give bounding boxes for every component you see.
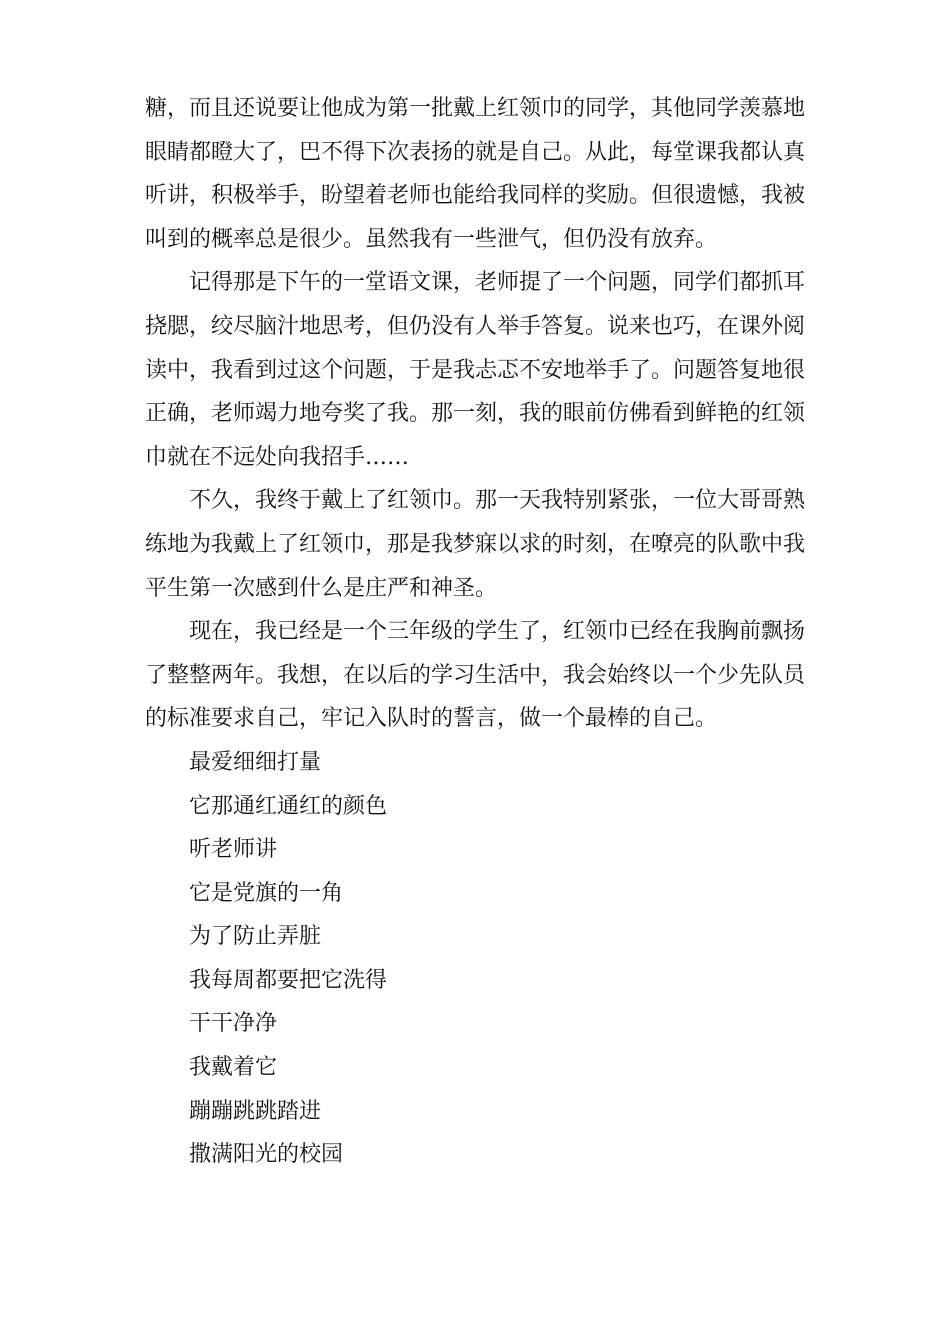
paragraph: 不久，我终于戴上了红领巾。那一天我特别紧张，一位大哥哥熟练地为我戴上了红领巾，那是我梦寐以求的时刻，在嘹亮的队歌中我平生第一次感到什么是庄严和神圣。 [145,488,806,601]
paragraph: 记得那是下午的一堂语文课，老师提了一个问题，同学们都抓耳挠腮，绞尽脑汁地思考，但仍没有人举手答复。说来也巧，在课外阅读中，我看到过这个问题，于是我忐忑不安地举手了。问题答复地很正确，老师竭力地夸奖了我。那一刻，我的眼前仿佛看到鲜艳的红领巾就在不远处向我招手…… [145,270,806,470]
poem-line: 听老师讲 [189,837,278,863]
poem-line: 它那通红通红的颜色 [189,793,388,819]
poem-line: 我每周都要把它洗得 [189,967,388,993]
poem-line: 它是党旗的一角 [189,880,344,906]
poem-line: 撒满阳光的校园 [189,1142,344,1168]
paragraph: 糖，而且还说要让他成为第一批戴上红领巾的同学，其他同学羡慕地眼睛都瞪大了，巴不得下次表扬的就是自己。从此，每堂课我都认真听讲，积极举手，盼望着老师也能给我同样的奖励。但很遗憾，我被叫到的概率总是很少。虽然我有一些泄气，但仍没有放弃。 [145,96,806,252]
poem-line: 干干净净 [189,1011,278,1037]
poem-line: 我戴着它 [189,1055,278,1081]
poem [145,741,805,1177]
poem-line: 最爱细细打量 [189,749,322,775]
document-body [145,87,805,1177]
poem-line: 为了防止弄脏 [189,924,322,950]
paragraph: 现在，我已经是一个三年级的学生了，红领巾已经在我胸前飘扬了整整两年。我想，在以后的学习生活中，我会始终以一个少先队员的标准要求自己，牢记入队时的誓言，做一个最棒的自己。 [145,619,806,732]
poem-line: 蹦蹦跳跳踏进 [189,1098,322,1124]
